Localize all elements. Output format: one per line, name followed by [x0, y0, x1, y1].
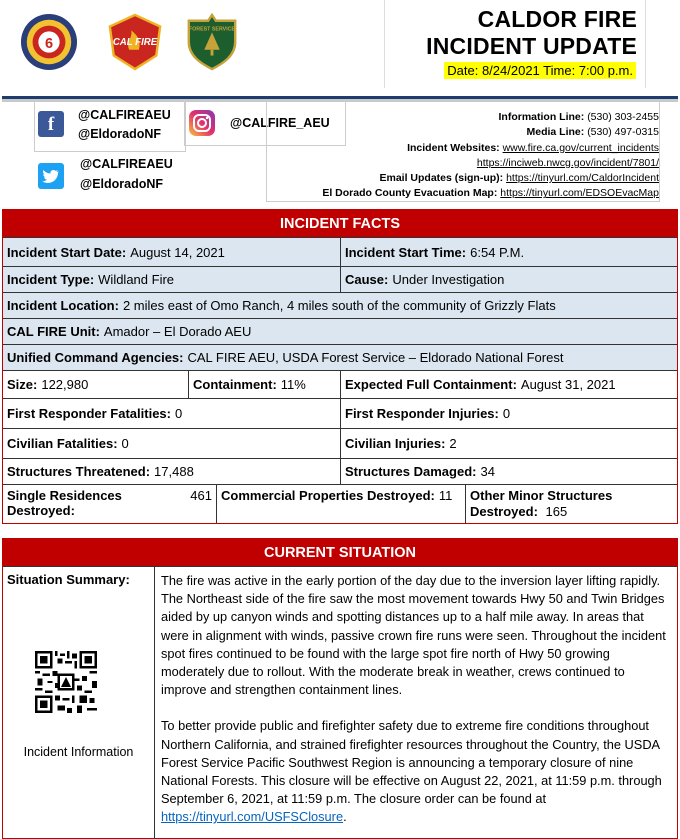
- twitter-handle-2[interactable]: @EldoradoNF: [80, 177, 164, 191]
- svg-text:CAL FIRE: CAL FIRE: [112, 36, 158, 48]
- evacuation-map-link[interactable]: https://tinyurl.com/EDSOEvacMap: [500, 187, 659, 200]
- single-residences-cell: Single Residences Destroyed: 461: [3, 485, 217, 523]
- start-time-cell: Incident Start Time: 6:54 P.M.: [345, 244, 525, 260]
- facts-row-structures: [3, 458, 677, 484]
- cal-fire-logo-icon: [106, 13, 164, 71]
- civilian-fatalities-cell: Civilian Fatalities: 0: [3, 429, 341, 458]
- facts-row-unit: [3, 318, 677, 344]
- incident-facts-table: [2, 209, 678, 524]
- incident-type-cell: Incident Type: Wildland Fire: [3, 267, 341, 292]
- situation-paragraph-2: To better provide public and firefighter safety due to extreme fire conditions throughout Northern California, and strained firefighter resources throughout the Country, the USDA Forest Service Pacific Southwest Region is announcing a temporary closure of nine National Forests. This closure will be effective on August 22, 2021, at 11:59 p.m. through September 6, 2021, at 11:59 p.m. The closure order can be found at https://tinyurl.com/USFSClosure.: [161, 718, 662, 825]
- svg-text:FOREST SERVICE: FOREST SERVICE: [188, 26, 236, 33]
- facts-row-civ: [3, 428, 677, 458]
- situation-body: [3, 566, 677, 839]
- current-situation-heading: CURRENT SITUATION: [3, 539, 677, 566]
- title-line-1: CALDOR FIRE: [477, 6, 637, 32]
- facts-row-start: [3, 237, 677, 266]
- date-time: Date: 8/24/2021 Time: 7:00 p.m.: [444, 62, 636, 79]
- unified-command-cell: Unified Command Agencies: CAL FIRE AEU, USDA Forest Service – Eldorado National Forest: [7, 350, 564, 365]
- facts-row-type: [3, 266, 677, 292]
- structures-damaged-cell: Structures Damaged: 34: [345, 464, 495, 479]
- incident-websites-row-2: [322, 156, 659, 171]
- facts-row-fr: [3, 398, 677, 428]
- website-link-1[interactable]: www.fire.ca.gov/current_incidents: [502, 141, 659, 154]
- cal-fire-unit-cell: CAL FIRE Unit: Amador – El Dorado AEU: [7, 324, 252, 339]
- facts-row-size: [3, 370, 677, 398]
- situation-paragraph-1: The fire was active in the early portion of the day due to the inversion layer lifting rapidly. The Northeast side of the fire saw the most movement towards Hwy 50 and Twin Bridges aided by up canyon winds and spotting distances up to a half mile away. In areas that were in alignment with winds, passive crown fire runs were seen. Throughout the incident spot fires continued to be found with the large spot fire north of Hwy 50 growing moderately due to rollout. With the moderate break in weather, crews continued to improve and strengthen containment lines.: [161, 573, 666, 698]
- first-responder-injuries-cell: First Responder Injuries: 0: [345, 406, 511, 421]
- start-date-cell: Incident Start Date: August 14, 2021: [3, 238, 341, 266]
- incident-websites-row: Incident Websites: www.fire.ca.gov/current_incidents: [407, 141, 659, 154]
- incident-location-cell: Incident Location: 2 miles east of Omo Ranch, 4 miles south of the community of Grizzly Flats: [7, 298, 556, 313]
- twitter-handle-1[interactable]: @CALFIREAEU: [80, 157, 173, 171]
- contact-info: [322, 110, 659, 202]
- incident-facts-heading: INCIDENT FACTS: [3, 210, 677, 237]
- twitter-icon[interactable]: [38, 163, 64, 189]
- civilian-injuries-cell: Civilian Injuries: 2: [345, 436, 457, 451]
- website-link-2[interactable]: https://inciweb.nwcg.gov/incident/7801/: [476, 156, 659, 169]
- instagram-handle[interactable]: @CALFIRE_AEU: [230, 116, 330, 130]
- facebook-handle-1[interactable]: @CALFIREAEU: [78, 108, 171, 122]
- full-containment-cell: Expected Full Containment: August 31, 2021: [345, 377, 616, 392]
- information-line-row: Information Line: (530) 303-2455: [498, 111, 659, 123]
- forest-service-logo-icon: [183, 13, 241, 71]
- first-responder-fatalities-cell: First Responder Fatalities: 0: [3, 399, 341, 428]
- evacuation-map-row: El Dorado County Evacuation Map: https://tinyurl.com/EDSOEvacMap: [322, 187, 659, 200]
- email-signup-link[interactable]: https://tinyurl.com/CaldorIncident: [506, 172, 659, 185]
- situation-text: [161, 572, 673, 839]
- qr-code-icon[interactable]: [35, 651, 97, 713]
- usfs-closure-link[interactable]: https://tinyurl.com/USFSClosure: [161, 809, 344, 825]
- facebook-icon[interactable]: f: [38, 111, 64, 137]
- situation-summary-label: Situation Summary:: [7, 572, 130, 587]
- commercial-properties-cell: Commercial Properties Destroyed: 11: [217, 485, 466, 523]
- cause-cell: Cause: Under Investigation: [345, 272, 505, 287]
- media-line-row: Media Line: (530) 497-0315: [526, 126, 659, 139]
- title-line-2: INCIDENT UPDATE: [426, 33, 637, 59]
- title-box: [384, 0, 646, 88]
- current-situation-section: [2, 538, 678, 839]
- other-minor-structures-cell: Other Minor Structures Destroyed: 165: [470, 488, 613, 519]
- facebook-handle-2[interactable]: @EldoradoNF: [78, 127, 162, 141]
- containment-cell: Containment: 11%: [189, 371, 341, 398]
- column-divider: [154, 567, 155, 839]
- header: [0, 0, 680, 100]
- svg-text:6: 6: [44, 35, 54, 52]
- instagram-icon[interactable]: [189, 110, 215, 136]
- facts-row-destroyed: [3, 484, 677, 523]
- size-cell: Size: 122,980: [3, 371, 189, 398]
- structures-threatened-cell: Structures Threatened: 17,488: [3, 459, 341, 484]
- facts-row-location: [3, 292, 677, 318]
- qr-caption: Incident Information: [23, 745, 134, 759]
- team-6-logo-icon: [20, 13, 78, 71]
- facts-row-agencies: [3, 344, 677, 370]
- email-updates-row: Email Updates (sign-up): https://tinyurl.com/CaldorIncident: [379, 172, 659, 185]
